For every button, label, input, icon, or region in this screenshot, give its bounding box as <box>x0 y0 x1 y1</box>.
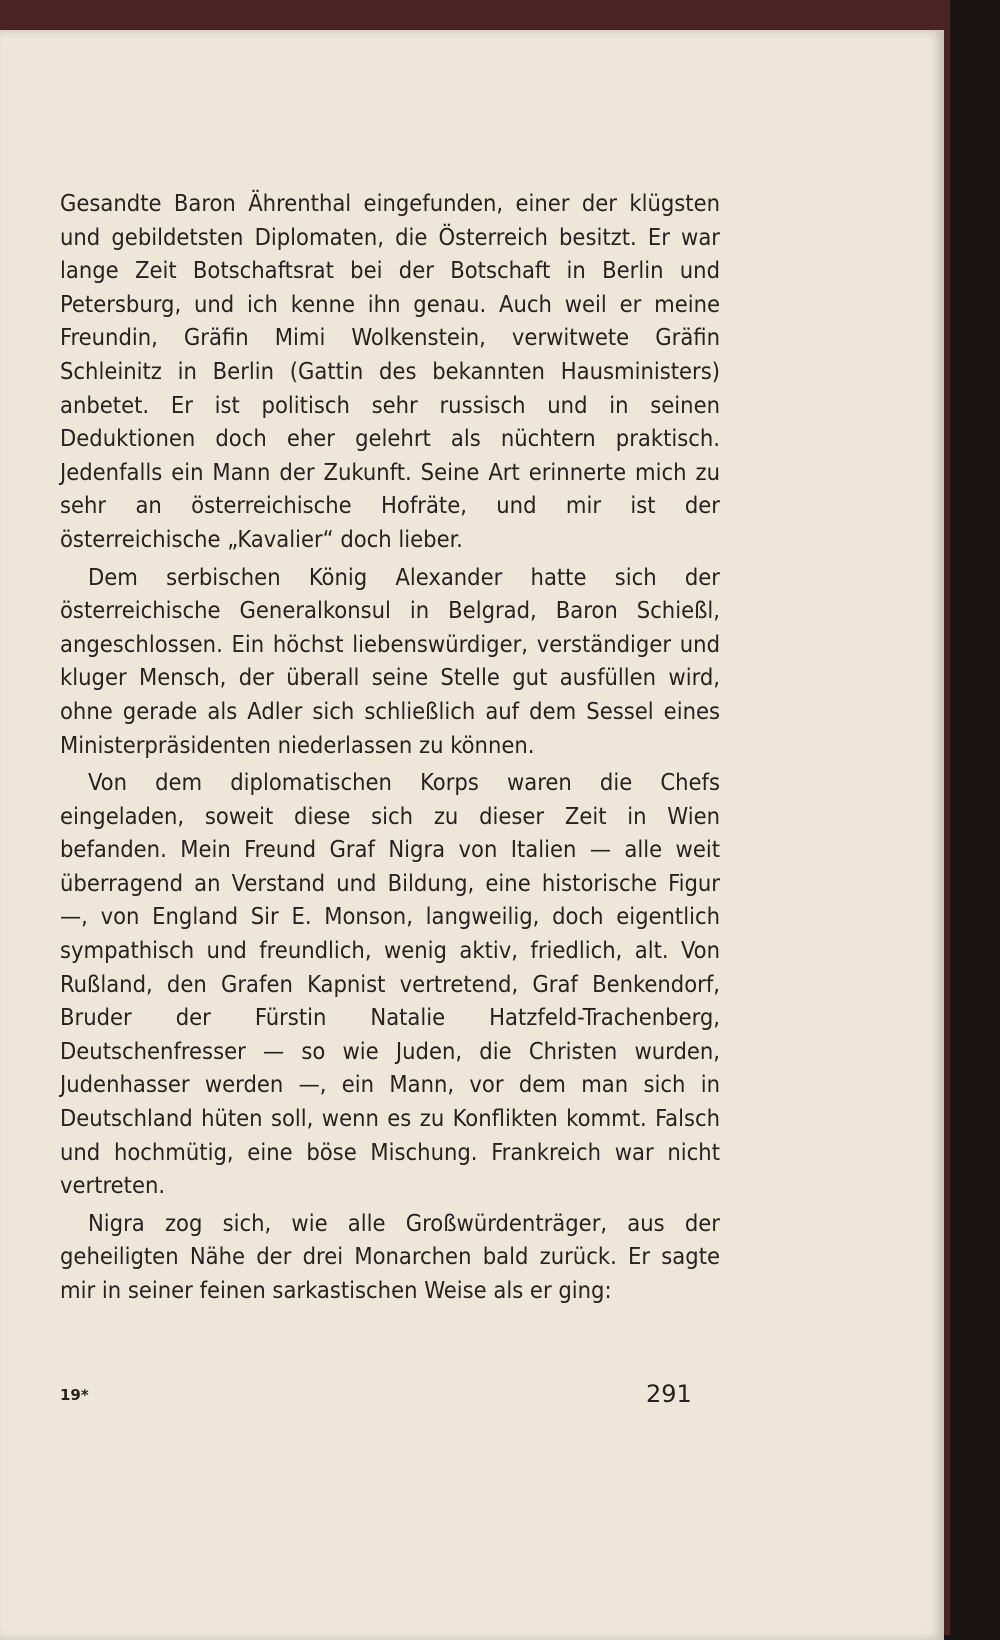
paper-page <box>0 30 944 1640</box>
paragraph: Gesandte Baron Ährenthal eingefunden, einer der klügsten und gebildetsten Diplomaten, die Österreich besitzt. Er war lange Zeit Botschaftsrat bei der Botschaft in Berlin und Petersburg, und ich kenne ihn genau. Auch weil er meine Freundin, Gräfin Mimi Wolkenstein, verwitwete Gräfin Schleinitz in Berlin (Gattin des bekannten Hausministers) anbetet. Er ist politisch sehr russisch und in seinen Deduktionen doch eher gelehrt als nüchtern praktisch. Jedenfalls ein Mann der Zukunft. Seine Art erinnerte mich zu sehr an österreichische Hofräte, und mir ist der österreichische „Kavalier“ doch lieber. <box>60 189 720 553</box>
paragraph: Dem serbischen König Alexander hatte sich der österreichische Generalkonsul in Belgrad, Baron Schießl, angeschlossen. Ein höchst liebenswürdiger, verständiger und kluger Mensch, der überall seine Stelle gut ausfüllen wird, ohne gerade als Adler sich schließlich auf dem Sessel eines Ministerpräsidenten niederlassen zu können. <box>60 562 720 759</box>
paragraph: Von dem diplomatischen Korps waren die Chefs eingeladen, soweit diese sich zu dieser Zeit in Wien befanden. Mein Freund Graf Nigra von Italien — alle weit überragend an Verstand und Bildung, eine historische Figur —, von England Sir E. Monson, langweilig, doch eigentlich sympathisch und freundlich, wenig aktiv, friedlich, alt. Von Rußland, den Grafen Kapnist vertretend, Graf Benkendorf, Bruder der Fürstin Natalie Hatzfeld-Trachenberg, Deutschenfresser — so wie Juden, die Christen wurden, Judenhasser werden —, ein Mann, vor dem man sich in Deutschland hüten soll, wenn es zu Konflikten kommt. Falsch und hochmütig, eine böse Mischung. Frankreich war nicht vertreten. <box>60 768 720 1200</box>
signature-mark: 19* <box>60 1386 89 1404</box>
body-text <box>60 187 720 1312</box>
paragraph: Nigra zog sich, wie alle Großwürdenträger, aus der geheiligten Nähe der drei Monarchen bald zurück. Er sagte mir in seiner feinen sarkastischen Weise als er ging: <box>60 1208 720 1304</box>
page-number: 291 <box>646 1380 692 1408</box>
